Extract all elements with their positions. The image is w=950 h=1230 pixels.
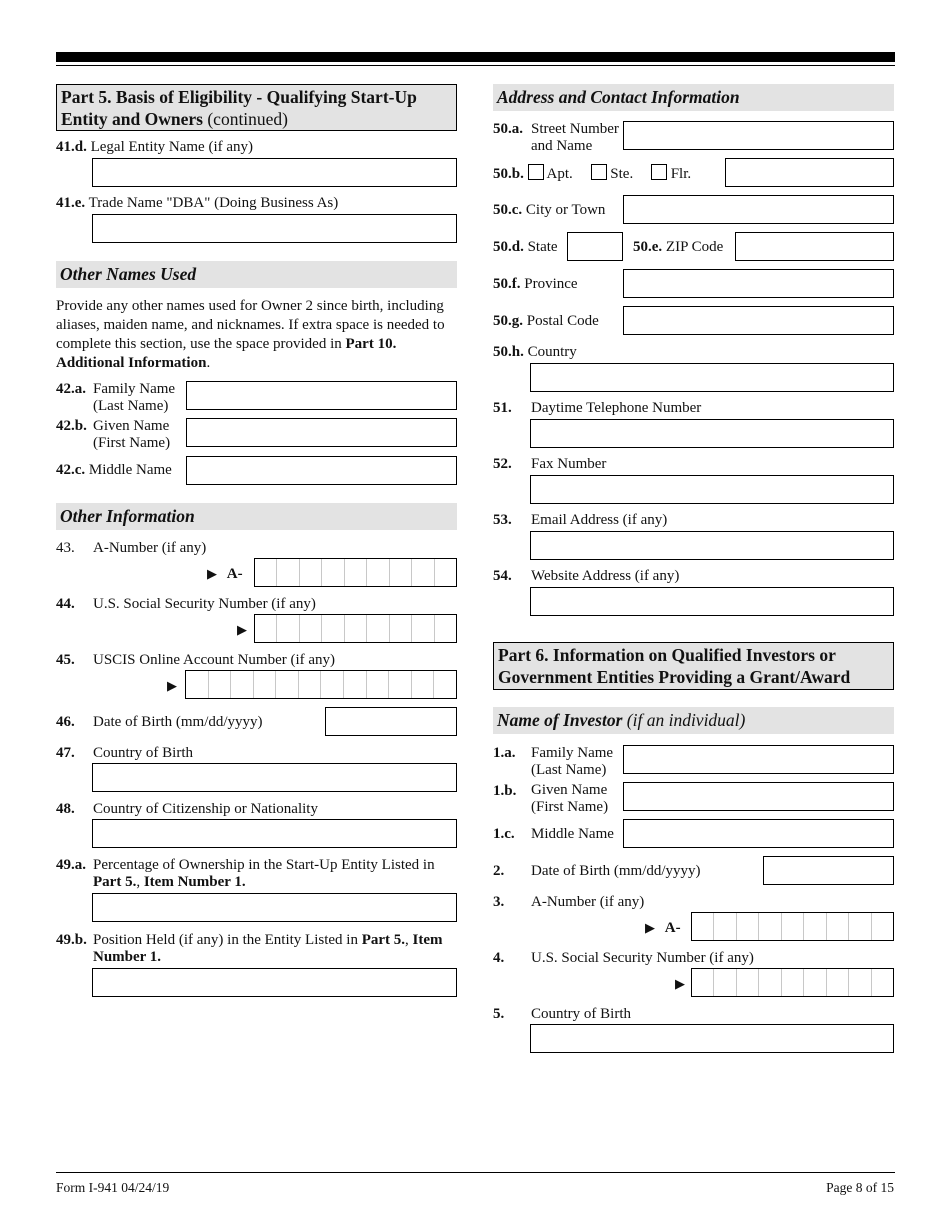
part5-title: Part 5. Basis of Eligibility - Qualifying Start-Up Entity and Owners xyxy=(61,87,417,129)
fax-field[interactable] xyxy=(530,475,894,504)
q2-text: Date of Birth (mm/dd/yyyy) xyxy=(531,863,701,879)
q49b-bold2: Item xyxy=(412,932,443,948)
q50d-number: 50.d. xyxy=(493,239,524,255)
q50a-line1: Street Number xyxy=(531,121,619,137)
q42a-line1: Family Name xyxy=(93,381,176,397)
q52-number: 52. xyxy=(493,456,512,472)
q41e-text: Trade Name "DBA" (Doing Business As) xyxy=(88,195,339,211)
q3-number: 3. xyxy=(493,894,505,910)
arrow-icon: ▶ xyxy=(167,678,177,693)
q49a-sep: , xyxy=(136,874,144,890)
other-info-heading: Other Information xyxy=(56,503,457,530)
q50f-number: 50.f. xyxy=(493,276,521,292)
q50h-label xyxy=(493,344,577,361)
q42b-line2: (First Name) xyxy=(93,435,171,451)
q50d-text: State xyxy=(527,239,558,255)
investor-country-birth-field[interactable] xyxy=(530,1024,894,1053)
apt-checkbox[interactable] xyxy=(528,164,544,180)
q50e-label xyxy=(633,239,723,256)
q50b-number: 50.b. xyxy=(493,166,524,182)
q48-text: Country of Citizenship or Nationality xyxy=(93,801,318,817)
q5-number: 5. xyxy=(493,1006,505,1022)
q42b-number: 42.b. xyxy=(56,418,87,434)
arrow-icon: ▶ xyxy=(207,566,217,581)
q47-text: Country of Birth xyxy=(93,745,193,761)
q50a-number: 50.a. xyxy=(493,121,523,137)
q1a-text xyxy=(531,745,613,779)
q50c-number: 50.c. xyxy=(493,202,523,218)
q49b-bold3: Number 1. xyxy=(93,949,162,965)
q50f-label xyxy=(493,276,578,293)
q54-text: Website Address (if any) xyxy=(531,568,680,584)
province-field[interactable] xyxy=(623,269,894,298)
q1b-text xyxy=(531,782,608,816)
q42c-text: Middle Name xyxy=(88,462,172,478)
q42c-label xyxy=(56,462,172,479)
q46-text: Date of Birth (mm/dd/yyyy) xyxy=(93,714,263,730)
form-id: Form I-941 04/24/19 xyxy=(56,1180,170,1195)
q49a-text xyxy=(93,857,457,891)
address-heading: Address and Contact Information xyxy=(493,84,894,111)
owner2-family-name-field[interactable] xyxy=(186,381,457,410)
q46-number: 46. xyxy=(56,714,75,730)
q49a-label: Percentage of Ownership in the Start-Up Entity Listed in xyxy=(93,857,435,873)
q45-text: USCIS Online Account Number (if any) xyxy=(93,652,336,668)
other-names-instructions xyxy=(56,297,457,373)
owner2-a-number-field[interactable] xyxy=(254,558,457,587)
owner2-ssn-field[interactable] xyxy=(254,614,457,643)
investor-heading-title: Name of Investor xyxy=(497,710,623,730)
q4-number: 4. xyxy=(493,950,505,966)
owner2-given-name-field[interactable] xyxy=(186,418,457,447)
trade-name-field[interactable] xyxy=(92,214,457,243)
owner2-uscis-account-field[interactable] xyxy=(185,670,457,699)
legal-entity-name-field[interactable] xyxy=(92,158,457,187)
q50b-row xyxy=(493,164,691,183)
instructions-bold: Part 10. Additional Information xyxy=(56,336,397,371)
q47-number: 47. xyxy=(56,745,75,761)
part5-header xyxy=(56,84,457,131)
q50g-text: Postal Code xyxy=(526,313,599,329)
q1b-number: 1.b. xyxy=(493,783,517,799)
q42a-text xyxy=(93,381,175,415)
q41e-number: 41.e. xyxy=(56,195,86,211)
q41e-label xyxy=(56,195,338,212)
q50f-text: Province xyxy=(524,276,578,292)
website-field[interactable] xyxy=(530,587,894,616)
q49b-bold1: Part 5. xyxy=(361,932,406,948)
footer-rule xyxy=(56,1172,895,1173)
q53-text: Email Address (if any) xyxy=(531,512,668,528)
q4-text: U.S. Social Security Number (if any) xyxy=(531,950,754,966)
part5-continued: (continued) xyxy=(207,109,289,129)
investor-family-name-field[interactable] xyxy=(623,745,894,774)
zip-field[interactable] xyxy=(735,232,894,261)
other-names-heading: Other Names Used xyxy=(56,261,457,288)
q49b-text xyxy=(93,932,457,966)
flr-label: Flr. xyxy=(670,166,692,182)
q49a-bold1: Part 5. xyxy=(93,874,137,890)
q49b-label: Position Held (if any) in the Entity Listed in xyxy=(93,932,358,948)
owner2-dob-field[interactable] xyxy=(325,707,457,736)
q42c-number: 42.c. xyxy=(56,462,86,478)
q1a-line2: (Last Name) xyxy=(531,762,607,778)
q50a-line2: and Name xyxy=(531,138,593,154)
q2-number: 2. xyxy=(493,863,505,879)
q50h-number: 50.h. xyxy=(493,344,524,360)
q42a-label xyxy=(56,381,86,398)
q50h-text: Country xyxy=(527,344,577,360)
q54-number: 54. xyxy=(493,568,512,584)
apt-label: Apt. xyxy=(546,166,573,182)
part6-header: Part 6. Information on Qualified Investors or Government Entities Providing a Grant/Award xyxy=(493,642,894,690)
q44-text: U.S. Social Security Number (if any) xyxy=(93,596,316,612)
ste-label: Ste. xyxy=(610,166,634,182)
q48-number: 48. xyxy=(56,801,75,817)
q49b-number: 49.b. xyxy=(56,932,87,948)
q49b-sep: , xyxy=(405,932,413,948)
q50e-text: ZIP Code xyxy=(665,239,724,255)
street-field[interactable] xyxy=(623,121,894,150)
q43-text: A-Number (if any) xyxy=(93,540,207,556)
q50d-label xyxy=(493,239,558,256)
arrow-icon: ▶ xyxy=(675,976,685,991)
q41d-text: Legal Entity Name (if any) xyxy=(90,139,254,155)
investor-given-name-field[interactable] xyxy=(623,782,894,811)
q51-number: 51. xyxy=(493,400,512,416)
flr-checkbox[interactable] xyxy=(651,164,667,180)
q42a-number: 42.a. xyxy=(56,381,86,397)
q49a-number: 49.a. xyxy=(56,857,86,873)
ownership-percentage-field[interactable] xyxy=(92,893,457,922)
top-rule-thin xyxy=(56,65,895,66)
q50g-label xyxy=(493,313,599,330)
q52-text: Fax Number xyxy=(531,456,607,472)
q42b-label xyxy=(56,418,87,435)
position-held-field[interactable] xyxy=(92,968,457,997)
investor-heading-note: (if an individual) xyxy=(626,710,746,730)
a-number-prefix: A- xyxy=(226,566,243,582)
q1b-line2: (First Name) xyxy=(531,799,609,815)
instructions-text: Provide any other names used for Owner 2 since birth, including aliases, maiden name, and nicknames. If extra space is needed to complete this section, use the space provided in xyxy=(56,298,445,352)
q50c-label xyxy=(493,202,605,219)
q1c-number: 1.c. xyxy=(493,826,515,842)
q50e-number: 50.e. xyxy=(633,239,663,255)
investor-middle-name-field[interactable] xyxy=(623,819,894,848)
owner2-citizenship-field[interactable] xyxy=(92,819,457,848)
a-number-prefix: A- xyxy=(664,920,681,936)
q51-text: Daytime Telephone Number xyxy=(531,400,702,416)
q42b-text xyxy=(93,418,170,452)
unit-number-field[interactable] xyxy=(725,158,894,187)
investor-heading xyxy=(493,707,894,734)
q1a-line1: Family Name xyxy=(531,745,614,761)
postal-code-field[interactable] xyxy=(623,306,894,335)
q50g-number: 50.g. xyxy=(493,313,523,329)
arrow-icon: ▶ xyxy=(645,920,655,935)
daytime-phone-field[interactable] xyxy=(530,419,894,448)
top-rule-thick xyxy=(56,52,895,62)
city-field[interactable] xyxy=(623,195,894,224)
q3-arrow-row xyxy=(645,919,681,937)
email-field[interactable] xyxy=(530,531,894,560)
q42b-line1: Given Name xyxy=(93,418,170,434)
q3-text: A-Number (if any) xyxy=(531,894,645,910)
q53-number: 53. xyxy=(493,512,512,528)
q42a-line2: (Last Name) xyxy=(93,398,169,414)
instructions-end: . xyxy=(206,355,211,371)
country-field[interactable] xyxy=(530,363,894,392)
investor-a-number-field[interactable] xyxy=(691,912,894,941)
q45-number: 45. xyxy=(56,652,75,668)
ste-checkbox[interactable] xyxy=(591,164,607,180)
q1c-text: Middle Name xyxy=(531,826,614,842)
q50a-text xyxy=(531,121,619,155)
q49a-bold2: Item Number 1. xyxy=(143,874,246,890)
q50c-text: City or Town xyxy=(525,202,606,218)
q41d-label xyxy=(56,139,253,156)
investor-dob-field[interactable] xyxy=(763,856,894,885)
page-number: Page 8 of 15 xyxy=(826,1180,894,1195)
state-select[interactable] xyxy=(567,232,623,261)
q5-text: Country of Birth xyxy=(531,1006,631,1022)
q43-arrow-row xyxy=(207,565,243,583)
arrow-icon: ▶ xyxy=(237,622,247,637)
q44-number: 44. xyxy=(56,596,75,612)
investor-ssn-field[interactable] xyxy=(691,968,894,997)
owner2-middle-name-field[interactable] xyxy=(186,456,457,485)
q1a-number: 1.a. xyxy=(493,745,516,761)
q43-number: 43. xyxy=(56,540,75,556)
owner2-country-birth-field[interactable] xyxy=(92,763,457,792)
q41d-number: 41.d. xyxy=(56,139,87,155)
q1b-line1: Given Name xyxy=(531,782,608,798)
